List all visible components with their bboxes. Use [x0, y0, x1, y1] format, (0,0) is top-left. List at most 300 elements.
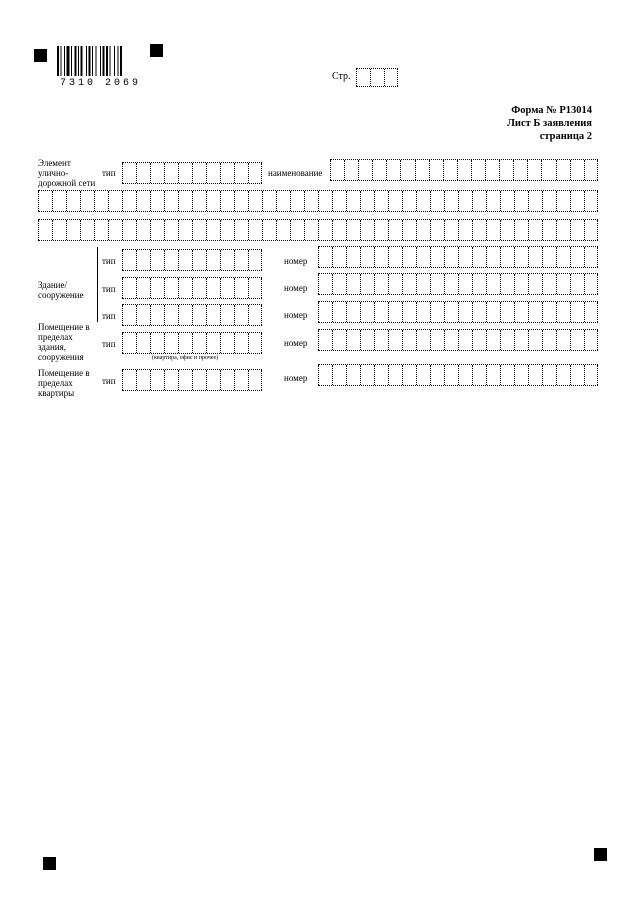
comb-cell[interactable]: [220, 163, 234, 183]
comb-cell[interactable]: [360, 302, 374, 322]
comb-cell[interactable]: [402, 220, 416, 240]
comb-cell[interactable]: [332, 191, 346, 211]
comb-cell[interactable]: [80, 220, 94, 240]
comb-cell[interactable]: [542, 365, 556, 385]
comb-cell[interactable]: [541, 160, 555, 180]
comb-cell[interactable]: [248, 250, 262, 270]
comb-cell[interactable]: [234, 191, 248, 211]
comb-cell[interactable]: [220, 333, 234, 353]
comb-cell[interactable]: [444, 220, 458, 240]
comb-cell[interactable]: [276, 220, 290, 240]
comb-cell[interactable]: [122, 278, 136, 298]
comb-cell[interactable]: [556, 160, 570, 180]
comb-cell[interactable]: [178, 220, 192, 240]
comb-cell[interactable]: [528, 274, 542, 294]
comb-cell[interactable]: [276, 191, 290, 211]
comb-cell[interactable]: [122, 370, 136, 390]
comb-cell[interactable]: [430, 274, 444, 294]
building-number-field-2[interactable]: [318, 273, 598, 295]
comb-cell[interactable]: [220, 370, 234, 390]
street-type-label: тип: [102, 168, 116, 178]
comb-cell[interactable]: [527, 160, 541, 180]
comb-cell[interactable]: [584, 365, 598, 385]
comb-cell[interactable]: [570, 302, 584, 322]
comb-cell[interactable]: [486, 274, 500, 294]
comb-cell[interactable]: [500, 302, 514, 322]
comb-cell[interactable]: [122, 333, 136, 353]
comb-cell[interactable]: [122, 163, 136, 183]
comb-cell[interactable]: [358, 160, 372, 180]
page-number-label: Стр.: [332, 71, 351, 82]
comb-cell[interactable]: [136, 278, 150, 298]
premises-flat-number-label: номер: [284, 373, 308, 383]
comb-cell[interactable]: [262, 191, 276, 211]
comb-cell[interactable]: [150, 191, 164, 211]
comb-cell[interactable]: [318, 247, 332, 267]
comb-cell[interactable]: [94, 191, 108, 211]
comb-cell[interactable]: [234, 305, 248, 325]
comb-cell[interactable]: [108, 220, 122, 240]
street-name-field-line-1[interactable]: [330, 159, 598, 181]
comb-cell[interactable]: [514, 220, 528, 240]
comb-cell[interactable]: [500, 247, 514, 267]
comb-cell[interactable]: [500, 220, 514, 240]
comb-cell[interactable]: [136, 370, 150, 390]
comb-cell[interactable]: [500, 330, 514, 350]
comb-cell[interactable]: [234, 278, 248, 298]
comb-cell[interactable]: [584, 191, 598, 211]
comb-cell[interactable]: [206, 278, 220, 298]
page-number-field[interactable]: [356, 68, 398, 87]
comb-cell[interactable]: [206, 250, 220, 270]
comb-cell[interactable]: [192, 370, 206, 390]
comb-cell[interactable]: [164, 370, 178, 390]
comb-cell[interactable]: [584, 247, 598, 267]
comb-cell[interactable]: [290, 220, 304, 240]
building-number-field-1[interactable]: [318, 246, 598, 268]
street-type-field[interactable]: [122, 162, 262, 184]
comb-cell[interactable]: [374, 274, 388, 294]
comb-cell[interactable]: [136, 163, 150, 183]
comb-cell[interactable]: [514, 274, 528, 294]
comb-cell[interactable]: [220, 305, 234, 325]
comb-cell[interactable]: [94, 220, 108, 240]
sheet-title: Лист Б заявления: [507, 118, 592, 129]
comb-cell[interactable]: [556, 365, 570, 385]
comb-cell[interactable]: [415, 160, 429, 180]
comb-cell[interactable]: [360, 274, 374, 294]
comb-cell[interactable]: [346, 365, 360, 385]
comb-cell[interactable]: [556, 330, 570, 350]
premises-building-title: Помещение в пределах здания, сооружения: [38, 322, 90, 362]
comb-cell[interactable]: [372, 160, 386, 180]
comb-cell[interactable]: [192, 333, 206, 353]
comb-cell[interactable]: [584, 160, 598, 180]
comb-cell[interactable]: [430, 302, 444, 322]
comb-cell[interactable]: [472, 220, 486, 240]
comb-cell[interactable]: [38, 191, 52, 211]
comb-cell[interactable]: [528, 330, 542, 350]
comb-cell[interactable]: [122, 220, 136, 240]
comb-cell[interactable]: [416, 247, 430, 267]
comb-cell[interactable]: [444, 302, 458, 322]
comb-cell[interactable]: [556, 274, 570, 294]
comb-cell[interactable]: [304, 220, 318, 240]
building-type-field-3[interactable]: [122, 304, 262, 326]
comb-cell[interactable]: [458, 191, 472, 211]
comb-cell[interactable]: [318, 274, 332, 294]
street-name-field-line-3[interactable]: [38, 219, 598, 241]
comb-cell[interactable]: [332, 330, 346, 350]
comb-cell[interactable]: [499, 160, 513, 180]
comb-cell[interactable]: [429, 160, 443, 180]
premises-building-number-label: номер: [284, 338, 308, 348]
comb-cell[interactable]: [472, 365, 486, 385]
comb-cell[interactable]: [384, 69, 398, 86]
comb-cell[interactable]: [150, 333, 164, 353]
comb-cell[interactable]: [584, 302, 598, 322]
comb-cell[interactable]: [430, 365, 444, 385]
comb-cell[interactable]: [374, 302, 388, 322]
comb-cell[interactable]: [458, 220, 472, 240]
comb-cell[interactable]: [457, 160, 471, 180]
comb-cell[interactable]: [66, 220, 80, 240]
comb-cell[interactable]: [150, 220, 164, 240]
comb-cell[interactable]: [514, 302, 528, 322]
comb-cell[interactable]: [360, 220, 374, 240]
comb-cell[interactable]: [332, 274, 346, 294]
comb-cell[interactable]: [360, 247, 374, 267]
premises-type-hint: (квартира, офис и прочее): [152, 355, 219, 361]
comb-cell[interactable]: [330, 160, 344, 180]
comb-cell[interactable]: [486, 330, 500, 350]
comb-cell[interactable]: [416, 191, 430, 211]
comb-cell[interactable]: [206, 305, 220, 325]
comb-cell[interactable]: [332, 365, 346, 385]
comb-cell[interactable]: [444, 247, 458, 267]
comb-cell[interactable]: [514, 247, 528, 267]
comb-cell[interactable]: [416, 330, 430, 350]
comb-cell[interactable]: [471, 160, 485, 180]
comb-cell[interactable]: [514, 365, 528, 385]
comb-cell[interactable]: [164, 278, 178, 298]
comb-cell[interactable]: [556, 220, 570, 240]
comb-cell[interactable]: [360, 365, 374, 385]
comb-cell[interactable]: [458, 302, 472, 322]
street-element-title: Элемент улично-дорожной сети: [38, 158, 96, 188]
comb-cell[interactable]: [178, 163, 192, 183]
comb-cell[interactable]: [220, 191, 234, 211]
comb-cell[interactable]: [486, 191, 500, 211]
comb-cell[interactable]: [374, 247, 388, 267]
comb-cell[interactable]: [344, 160, 358, 180]
comb-cell[interactable]: [122, 305, 136, 325]
street-name-field-line-2[interactable]: [38, 190, 598, 212]
comb-cell[interactable]: [370, 69, 384, 86]
comb-cell[interactable]: [444, 191, 458, 211]
comb-cell[interactable]: [402, 365, 416, 385]
comb-cell[interactable]: [122, 191, 136, 211]
comb-cell[interactable]: [248, 305, 262, 325]
comb-cell[interactable]: [290, 191, 304, 211]
premises-building-number-field[interactable]: [318, 329, 598, 351]
building-title: Здание/ сооружение: [38, 280, 84, 300]
comb-cell[interactable]: [570, 160, 584, 180]
comb-cell[interactable]: [234, 333, 248, 353]
comb-cell[interactable]: [416, 365, 430, 385]
comb-cell[interactable]: [542, 274, 556, 294]
comb-cell[interactable]: [556, 191, 570, 211]
premises-building-type-field[interactable]: [122, 332, 262, 354]
comb-cell[interactable]: [584, 220, 598, 240]
comb-cell[interactable]: [318, 220, 332, 240]
comb-cell[interactable]: [304, 191, 318, 211]
comb-cell[interactable]: [486, 247, 500, 267]
comb-cell[interactable]: [66, 191, 80, 211]
comb-cell[interactable]: [472, 247, 486, 267]
comb-cell[interactable]: [150, 163, 164, 183]
comb-cell[interactable]: [514, 330, 528, 350]
comb-cell[interactable]: [444, 365, 458, 385]
comb-cell[interactable]: [514, 191, 528, 211]
comb-cell[interactable]: [220, 278, 234, 298]
comb-cell[interactable]: [570, 365, 584, 385]
comb-cell[interactable]: [570, 191, 584, 211]
comb-cell[interactable]: [374, 330, 388, 350]
comb-cell[interactable]: [386, 160, 400, 180]
registration-marker-top-left: [34, 49, 47, 62]
comb-cell[interactable]: [374, 191, 388, 211]
comb-cell[interactable]: [570, 247, 584, 267]
comb-cell[interactable]: [556, 247, 570, 267]
comb-cell[interactable]: [500, 274, 514, 294]
comb-cell[interactable]: [192, 250, 206, 270]
comb-cell[interactable]: [122, 250, 136, 270]
comb-cell[interactable]: [164, 163, 178, 183]
registration-marker-bottom-right: [594, 848, 607, 861]
comb-cell[interactable]: [458, 274, 472, 294]
comb-cell[interactable]: [416, 302, 430, 322]
comb-cell[interactable]: [248, 220, 262, 240]
comb-cell[interactable]: [206, 163, 220, 183]
comb-cell[interactable]: [332, 247, 346, 267]
comb-cell[interactable]: [486, 365, 500, 385]
comb-cell[interactable]: [430, 191, 444, 211]
comb-cell[interactable]: [556, 302, 570, 322]
barcode-number: 7310 2069: [60, 78, 142, 89]
comb-cell[interactable]: [500, 365, 514, 385]
comb-cell[interactable]: [400, 160, 414, 180]
comb-cell[interactable]: [486, 220, 500, 240]
comb-cell[interactable]: [360, 191, 374, 211]
comb-cell[interactable]: [416, 220, 430, 240]
comb-cell[interactable]: [458, 330, 472, 350]
comb-cell[interactable]: [234, 370, 248, 390]
comb-cell[interactable]: [458, 365, 472, 385]
comb-cell[interactable]: [528, 191, 542, 211]
comb-cell[interactable]: [346, 220, 360, 240]
comb-cell[interactable]: [136, 191, 150, 211]
comb-cell[interactable]: [402, 191, 416, 211]
comb-cell[interactable]: [206, 220, 220, 240]
comb-cell[interactable]: [388, 274, 402, 294]
comb-cell[interactable]: [513, 160, 527, 180]
comb-cell[interactable]: [52, 191, 66, 211]
comb-cell[interactable]: [248, 278, 262, 298]
comb-cell[interactable]: [192, 191, 206, 211]
comb-cell[interactable]: [248, 191, 262, 211]
premises-flat-type-label: тип: [102, 376, 116, 386]
comb-cell[interactable]: [346, 191, 360, 211]
comb-cell[interactable]: [374, 220, 388, 240]
comb-cell[interactable]: [318, 365, 332, 385]
comb-cell[interactable]: [430, 220, 444, 240]
comb-cell[interactable]: [570, 330, 584, 350]
comb-cell[interactable]: [360, 330, 374, 350]
premises-building-type-label: тип: [102, 339, 116, 349]
building-number-field-3[interactable]: [318, 301, 598, 323]
comb-cell[interactable]: [164, 191, 178, 211]
comb-cell[interactable]: [150, 370, 164, 390]
comb-cell[interactable]: [570, 220, 584, 240]
building-type-label-3: тип: [102, 311, 116, 321]
comb-cell[interactable]: [332, 220, 346, 240]
premises-flat-number-field[interactable]: [318, 364, 598, 386]
comb-cell[interactable]: [346, 302, 360, 322]
comb-cell[interactable]: [52, 220, 66, 240]
comb-cell[interactable]: [570, 274, 584, 294]
comb-cell[interactable]: [178, 278, 192, 298]
building-bracket: [97, 247, 98, 322]
comb-cell[interactable]: [472, 302, 486, 322]
comb-cell[interactable]: [136, 305, 150, 325]
comb-cell[interactable]: [584, 330, 598, 350]
comb-cell[interactable]: [388, 365, 402, 385]
comb-cell[interactable]: [472, 330, 486, 350]
comb-cell[interactable]: [136, 250, 150, 270]
comb-cell[interactable]: [248, 370, 262, 390]
comb-cell[interactable]: [388, 302, 402, 322]
comb-cell[interactable]: [248, 163, 262, 183]
comb-cell[interactable]: [108, 191, 122, 211]
comb-cell[interactable]: [220, 250, 234, 270]
comb-cell[interactable]: [346, 247, 360, 267]
comb-cell[interactable]: [542, 247, 556, 267]
comb-cell[interactable]: [206, 370, 220, 390]
comb-cell[interactable]: [164, 333, 178, 353]
comb-cell[interactable]: [388, 247, 402, 267]
building-number-label-1: номер: [284, 256, 308, 266]
comb-cell[interactable]: [234, 250, 248, 270]
comb-cell[interactable]: [164, 220, 178, 240]
barcode-image: [57, 46, 137, 76]
comb-cell[interactable]: [542, 302, 556, 322]
comb-cell[interactable]: [374, 365, 388, 385]
comb-cell[interactable]: [136, 220, 150, 240]
comb-cell[interactable]: [206, 191, 220, 211]
comb-cell[interactable]: [356, 69, 370, 86]
comb-cell[interactable]: [262, 220, 276, 240]
comb-cell[interactable]: [234, 163, 248, 183]
comb-cell[interactable]: [542, 220, 556, 240]
comb-cell[interactable]: [444, 330, 458, 350]
comb-cell[interactable]: [443, 160, 457, 180]
comb-cell[interactable]: [178, 370, 192, 390]
comb-cell[interactable]: [472, 191, 486, 211]
comb-cell[interactable]: [416, 274, 430, 294]
comb-cell[interactable]: [444, 274, 458, 294]
comb-cell[interactable]: [178, 333, 192, 353]
comb-cell[interactable]: [220, 220, 234, 240]
comb-cell[interactable]: [485, 160, 499, 180]
comb-cell[interactable]: [402, 302, 416, 322]
comb-cell[interactable]: [528, 302, 542, 322]
comb-cell[interactable]: [500, 191, 514, 211]
registration-marker-top-right: [150, 44, 163, 57]
comb-cell[interactable]: [346, 330, 360, 350]
comb-cell[interactable]: [150, 250, 164, 270]
comb-cell[interactable]: [164, 250, 178, 270]
comb-cell[interactable]: [388, 191, 402, 211]
building-type-label-1: тип: [102, 256, 116, 266]
comb-cell[interactable]: [80, 191, 94, 211]
comb-cell[interactable]: [584, 274, 598, 294]
comb-cell[interactable]: [332, 302, 346, 322]
comb-cell[interactable]: [248, 333, 262, 353]
comb-cell[interactable]: [164, 305, 178, 325]
comb-cell[interactable]: [458, 247, 472, 267]
comb-cell[interactable]: [388, 220, 402, 240]
premises-flat-type-field[interactable]: [122, 369, 262, 391]
comb-cell[interactable]: [402, 274, 416, 294]
comb-cell[interactable]: [486, 302, 500, 322]
comb-cell[interactable]: [318, 302, 332, 322]
comb-cell[interactable]: [206, 333, 220, 353]
comb-cell[interactable]: [528, 365, 542, 385]
comb-cell[interactable]: [38, 220, 52, 240]
comb-cell[interactable]: [528, 247, 542, 267]
comb-cell[interactable]: [136, 333, 150, 353]
comb-cell[interactable]: [234, 220, 248, 240]
comb-cell[interactable]: [542, 330, 556, 350]
building-type-field-1[interactable]: [122, 249, 262, 271]
street-name-label: наименование: [268, 168, 323, 178]
comb-cell[interactable]: [150, 305, 164, 325]
comb-cell[interactable]: [388, 330, 402, 350]
comb-cell[interactable]: [178, 191, 192, 211]
comb-cell[interactable]: [542, 191, 556, 211]
comb-cell[interactable]: [402, 247, 416, 267]
building-type-label-2: тип: [102, 284, 116, 294]
comb-cell[interactable]: [318, 330, 332, 350]
comb-cell[interactable]: [192, 163, 206, 183]
comb-cell[interactable]: [178, 250, 192, 270]
comb-cell[interactable]: [528, 220, 542, 240]
comb-cell[interactable]: [346, 274, 360, 294]
comb-cell[interactable]: [402, 330, 416, 350]
comb-cell[interactable]: [192, 305, 206, 325]
comb-cell[interactable]: [430, 330, 444, 350]
building-type-field-2[interactable]: [122, 277, 262, 299]
registration-marker-bottom-left: [43, 857, 56, 870]
comb-cell[interactable]: [192, 278, 206, 298]
comb-cell[interactable]: [150, 278, 164, 298]
comb-cell[interactable]: [178, 305, 192, 325]
comb-cell[interactable]: [318, 191, 332, 211]
comb-cell[interactable]: [430, 247, 444, 267]
comb-cell[interactable]: [472, 274, 486, 294]
comb-cell[interactable]: [192, 220, 206, 240]
